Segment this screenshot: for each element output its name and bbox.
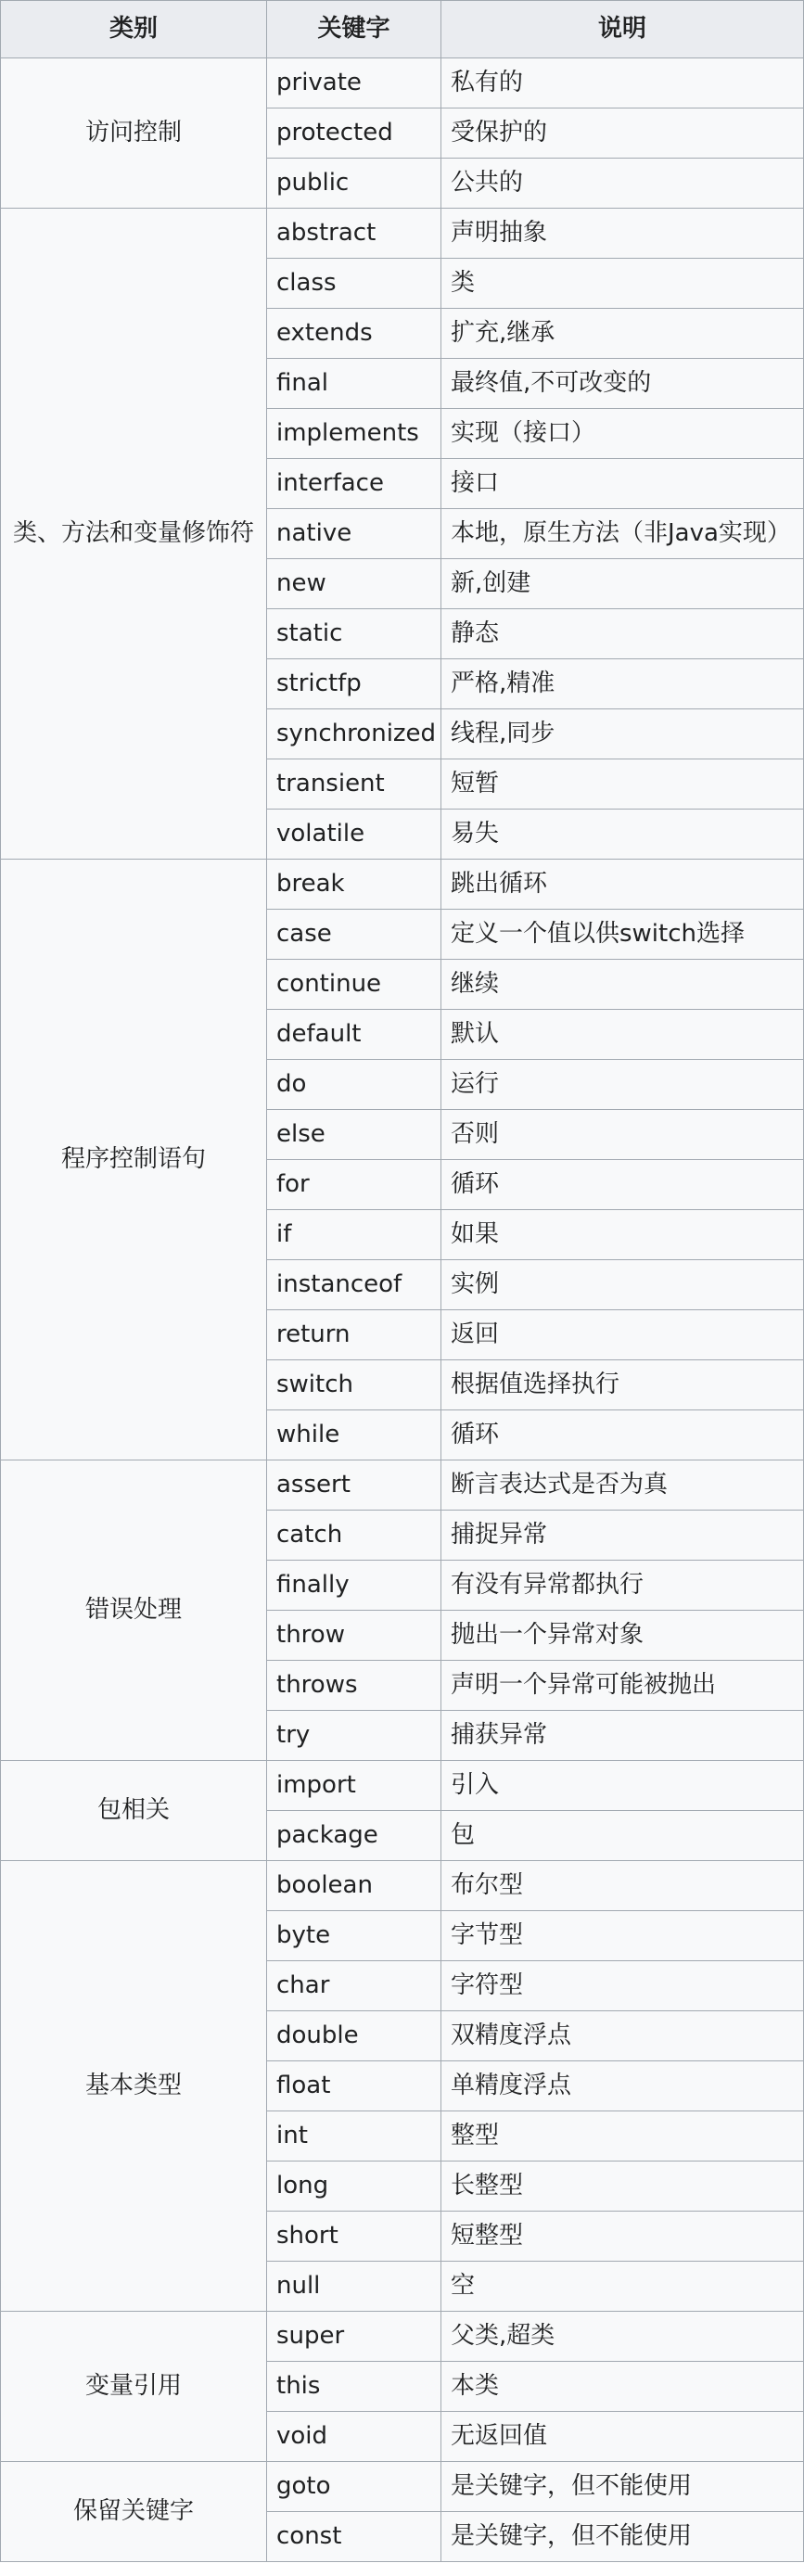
keyword-cell: short: [267, 2212, 441, 2262]
description-cell: 父类,超类: [441, 2312, 804, 2362]
table-row: [1, 860, 804, 910]
description-cell: 长整型: [441, 2162, 804, 2212]
keyword-cell: native: [267, 509, 441, 559]
keyword-cell: else: [267, 1110, 441, 1160]
keyword-cell: super: [267, 2312, 441, 2362]
keyword-cell: try: [267, 1711, 441, 1761]
category-cell: 类、方法和变量修饰符: [1, 209, 267, 860]
table-header: [1, 1, 804, 58]
keyword-cell: import: [267, 1761, 441, 1811]
keyword-cell: for: [267, 1160, 441, 1210]
keyword-cell: char: [267, 1961, 441, 2011]
category-cell: 程序控制语句: [1, 860, 267, 1460]
header-keyword: 关键字: [267, 1, 441, 58]
keyword-cell: do: [267, 1060, 441, 1110]
description-cell: 扩充,继承: [441, 309, 804, 359]
description-cell: 抛出一个异常对象: [441, 1611, 804, 1661]
description-cell: 字符型: [441, 1961, 804, 2011]
description-cell: 捕捉异常: [441, 1511, 804, 1561]
keyword-cell: interface: [267, 459, 441, 509]
description-cell: 包: [441, 1811, 804, 1861]
keyword-cell: null: [267, 2262, 441, 2312]
description-cell: 公共的: [441, 159, 804, 209]
keyword-cell: goto: [267, 2462, 441, 2512]
description-cell: 单精度浮点: [441, 2061, 804, 2111]
description-cell: 声明抽象: [441, 209, 804, 259]
keyword-cell: static: [267, 609, 441, 659]
description-cell: 短整型: [441, 2212, 804, 2262]
keyword-cell: case: [267, 910, 441, 960]
description-cell: 定义一个值以供switch选择: [441, 910, 804, 960]
keyword-cell: float: [267, 2061, 441, 2111]
keyword-cell: public: [267, 159, 441, 209]
description-cell: 如果: [441, 1210, 804, 1260]
keyword-cell: class: [267, 259, 441, 309]
keyword-cell: finally: [267, 1561, 441, 1611]
description-cell: 引入: [441, 1761, 804, 1811]
description-cell: 新,创建: [441, 559, 804, 609]
keyword-cell: implements: [267, 409, 441, 459]
header-description: 说明: [441, 1, 804, 58]
table-row: [1, 209, 804, 259]
keyword-cell: int: [267, 2111, 441, 2162]
category-cell: 包相关: [1, 1761, 267, 1861]
description-cell: 最终值,不可改变的: [441, 359, 804, 409]
keyword-cell: throw: [267, 1611, 441, 1661]
description-cell: 布尔型: [441, 1861, 804, 1911]
keyword-cell: break: [267, 860, 441, 910]
keyword-cell: if: [267, 1210, 441, 1260]
description-cell: 受保护的: [441, 108, 804, 159]
description-cell: 严格,精准: [441, 659, 804, 709]
description-cell: 根据值选择执行: [441, 1360, 804, 1410]
description-cell: 字节型: [441, 1911, 804, 1961]
category-cell: 错误处理: [1, 1460, 267, 1761]
description-cell: 跳出循环: [441, 860, 804, 910]
keyword-cell: strictfp: [267, 659, 441, 709]
keyword-cell: catch: [267, 1511, 441, 1561]
keyword-cell: const: [267, 2512, 441, 2562]
description-cell: 有没有异常都执行: [441, 1561, 804, 1611]
keyword-cell: abstract: [267, 209, 441, 259]
keyword-cell: long: [267, 2162, 441, 2212]
keyword-cell: byte: [267, 1911, 441, 1961]
header-category: 类别: [1, 1, 267, 58]
keyword-cell: boolean: [267, 1861, 441, 1911]
description-cell: 是关键字，但不能使用: [441, 2512, 804, 2562]
description-cell: 默认: [441, 1010, 804, 1060]
description-cell: 线程,同步: [441, 709, 804, 759]
keyword-cell: final: [267, 359, 441, 409]
keyword-cell: this: [267, 2362, 441, 2412]
category-cell: 变量引用: [1, 2312, 267, 2462]
table-row: [1, 2312, 804, 2362]
description-cell: 私有的: [441, 58, 804, 108]
description-cell: 易失: [441, 810, 804, 860]
keyword-cell: transient: [267, 759, 441, 810]
header-row: [1, 1, 804, 58]
keyword-cell: package: [267, 1811, 441, 1861]
table-body: [1, 58, 804, 2562]
category-cell: 保留关键字: [1, 2462, 267, 2562]
table-row: [1, 58, 804, 108]
keyword-cell: default: [267, 1010, 441, 1060]
category-cell: 访问控制: [1, 58, 267, 209]
description-cell: 无返回值: [441, 2412, 804, 2462]
keyword-cell: return: [267, 1310, 441, 1360]
description-cell: 返回: [441, 1310, 804, 1360]
description-cell: 声明一个异常可能被抛出: [441, 1661, 804, 1711]
keyword-cell: extends: [267, 309, 441, 359]
description-cell: 继续: [441, 960, 804, 1010]
keyword-cell: void: [267, 2412, 441, 2462]
description-cell: 接口: [441, 459, 804, 509]
description-cell: 整型: [441, 2111, 804, 2162]
keyword-cell: while: [267, 1410, 441, 1460]
category-cell: 基本类型: [1, 1861, 267, 2312]
description-cell: 是关键字，但不能使用: [441, 2462, 804, 2512]
keyword-cell: protected: [267, 108, 441, 159]
table-row: [1, 2462, 804, 2512]
table-row: [1, 1460, 804, 1511]
keyword-cell: synchronized: [267, 709, 441, 759]
keyword-cell: new: [267, 559, 441, 609]
description-cell: 循环: [441, 1410, 804, 1460]
keyword-cell: volatile: [267, 810, 441, 860]
table-row: [1, 1861, 804, 1911]
keyword-cell: assert: [267, 1460, 441, 1511]
description-cell: 断言表达式是否为真: [441, 1460, 804, 1511]
description-cell: 捕获异常: [441, 1711, 804, 1761]
description-cell: 空: [441, 2262, 804, 2312]
description-cell: 类: [441, 259, 804, 309]
description-cell: 静态: [441, 609, 804, 659]
description-cell: 双精度浮点: [441, 2011, 804, 2061]
description-cell: 实现（接口）: [441, 409, 804, 459]
description-cell: 本地，原生方法（非Java实现）: [441, 509, 804, 559]
keyword-cell: switch: [267, 1360, 441, 1410]
description-cell: 否则: [441, 1110, 804, 1160]
keyword-cell: continue: [267, 960, 441, 1010]
description-cell: 短暂: [441, 759, 804, 810]
keyword-cell: double: [267, 2011, 441, 2061]
keyword-cell: instanceof: [267, 1260, 441, 1310]
table-row: [1, 1761, 804, 1811]
keyword-cell: private: [267, 58, 441, 108]
description-cell: 实例: [441, 1260, 804, 1310]
description-cell: 运行: [441, 1060, 804, 1110]
description-cell: 循环: [441, 1160, 804, 1210]
keyword-cell: throws: [267, 1661, 441, 1711]
description-cell: 本类: [441, 2362, 804, 2412]
